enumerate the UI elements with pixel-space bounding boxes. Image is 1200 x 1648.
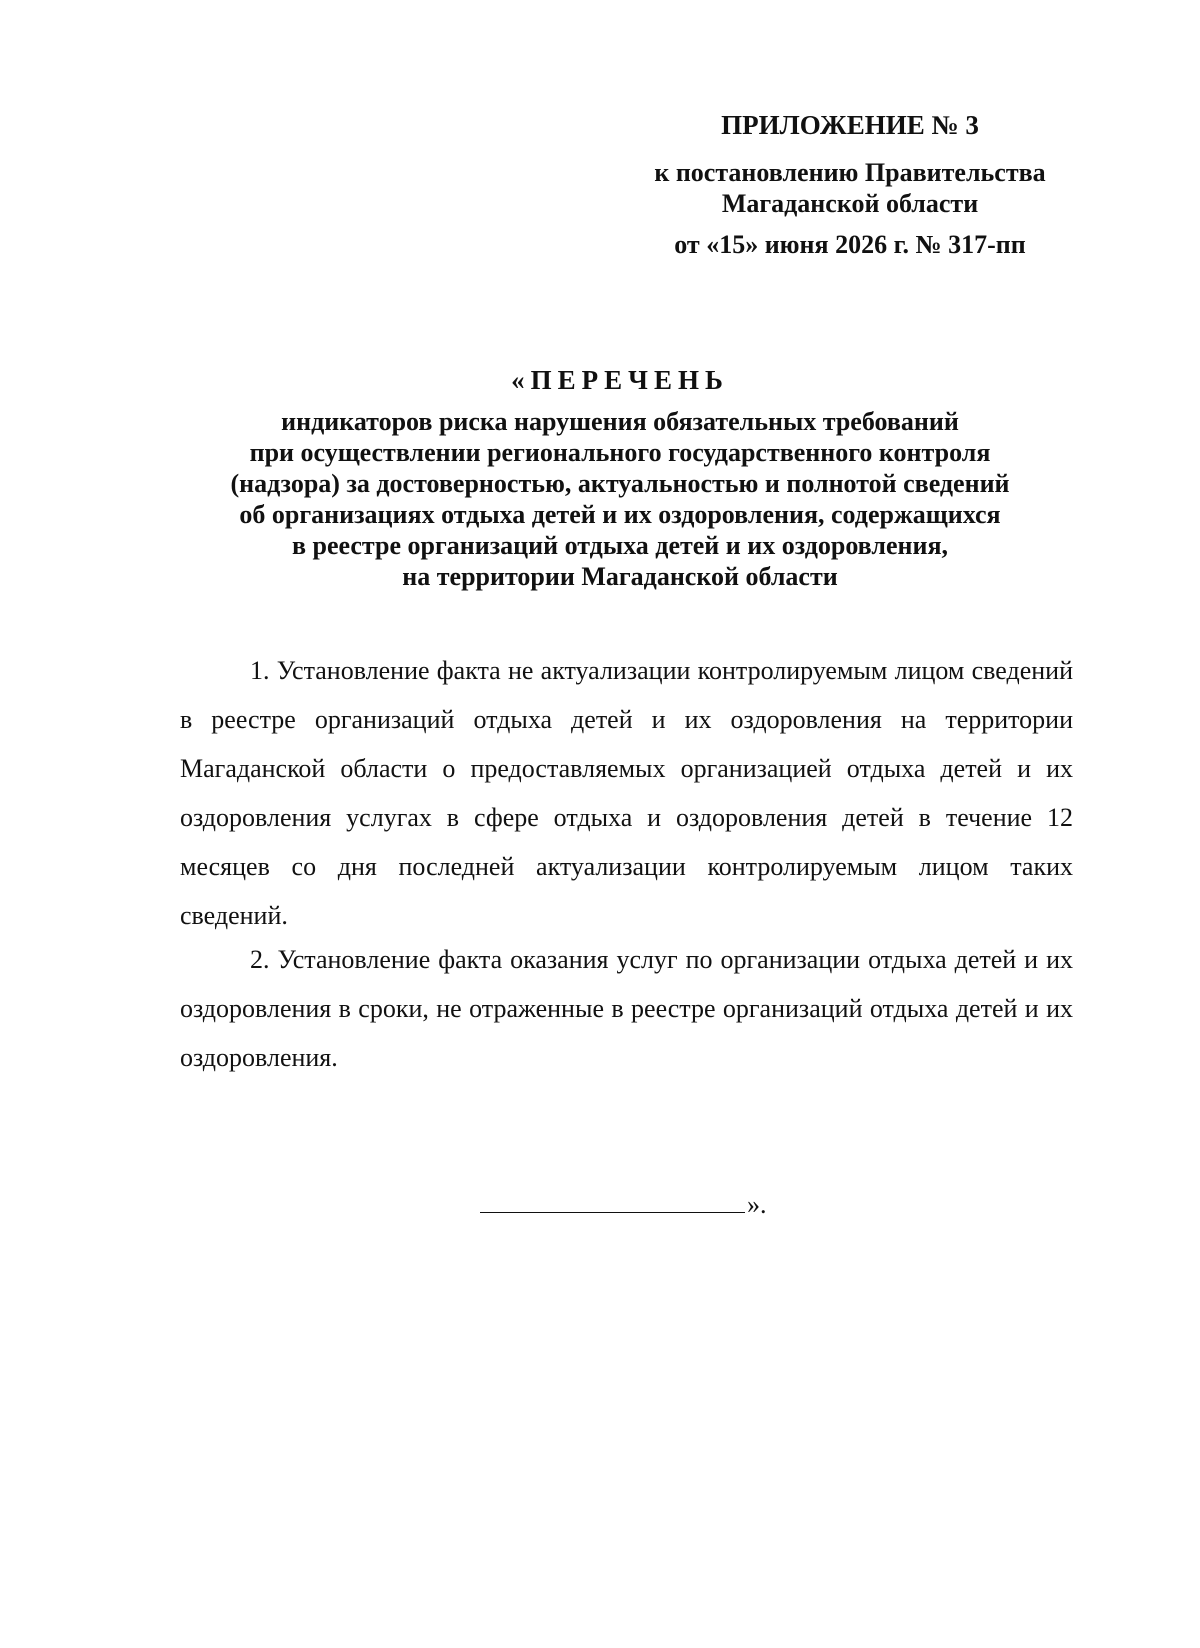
paragraph-text: 1. Установление факта не актуализации контролируемым лицом сведений в реестре организаций отдыха детей и их оздоровления на территории Магаданской области о предоставляемых организацией отдыха детей и их оздоровления услугах в сфере отдыха и оздоровления детей в течение 12 месяцев со дня последней актуализации контролируемым лицом таких сведений. <box>180 656 1073 930</box>
closing-quote: ». <box>747 1190 767 1219</box>
closing-rule <box>480 1212 745 1213</box>
paragraph-text: 2. Установление факта оказания услуг по организации отдыха детей и их оздоровления в сроки, не отраженные в реестре организаций отдыха детей и их оздоровления. <box>180 945 1073 1072</box>
heading-line: индикаторов риска нарушения обязательных требований <box>281 407 959 436</box>
appendix-reference-line-2: Магаданской области <box>721 189 979 218</box>
list-item-2 <box>180 935 1073 1082</box>
appendix-header <box>620 110 1080 260</box>
appendix-date-line: от «15» июня 2026 г. № 317-пп <box>674 230 1026 259</box>
heading-line: в реестре организаций отдыха детей и их оздоровления, <box>291 531 949 560</box>
appendix-reference-line-1: к постановлению Правительства <box>654 158 1046 187</box>
document-heading <box>170 365 1070 592</box>
heading-line: при осуществлении регионального государственного контроля <box>249 438 991 467</box>
closing-mark <box>480 1190 767 1220</box>
heading-line: на территории Магаданской области <box>402 562 838 591</box>
heading-title: «ПЕРЕЧЕНЬ <box>511 365 729 395</box>
heading-line: об организациях отдыха детей и их оздоровления, содержащихся <box>239 500 1001 529</box>
list-item-1 <box>180 646 1073 940</box>
heading-line: (надзора) за достоверностью, актуальностью и полнотой сведений <box>230 469 1010 498</box>
appendix-title: ПРИЛОЖЕНИЕ № 3 <box>721 110 979 140</box>
